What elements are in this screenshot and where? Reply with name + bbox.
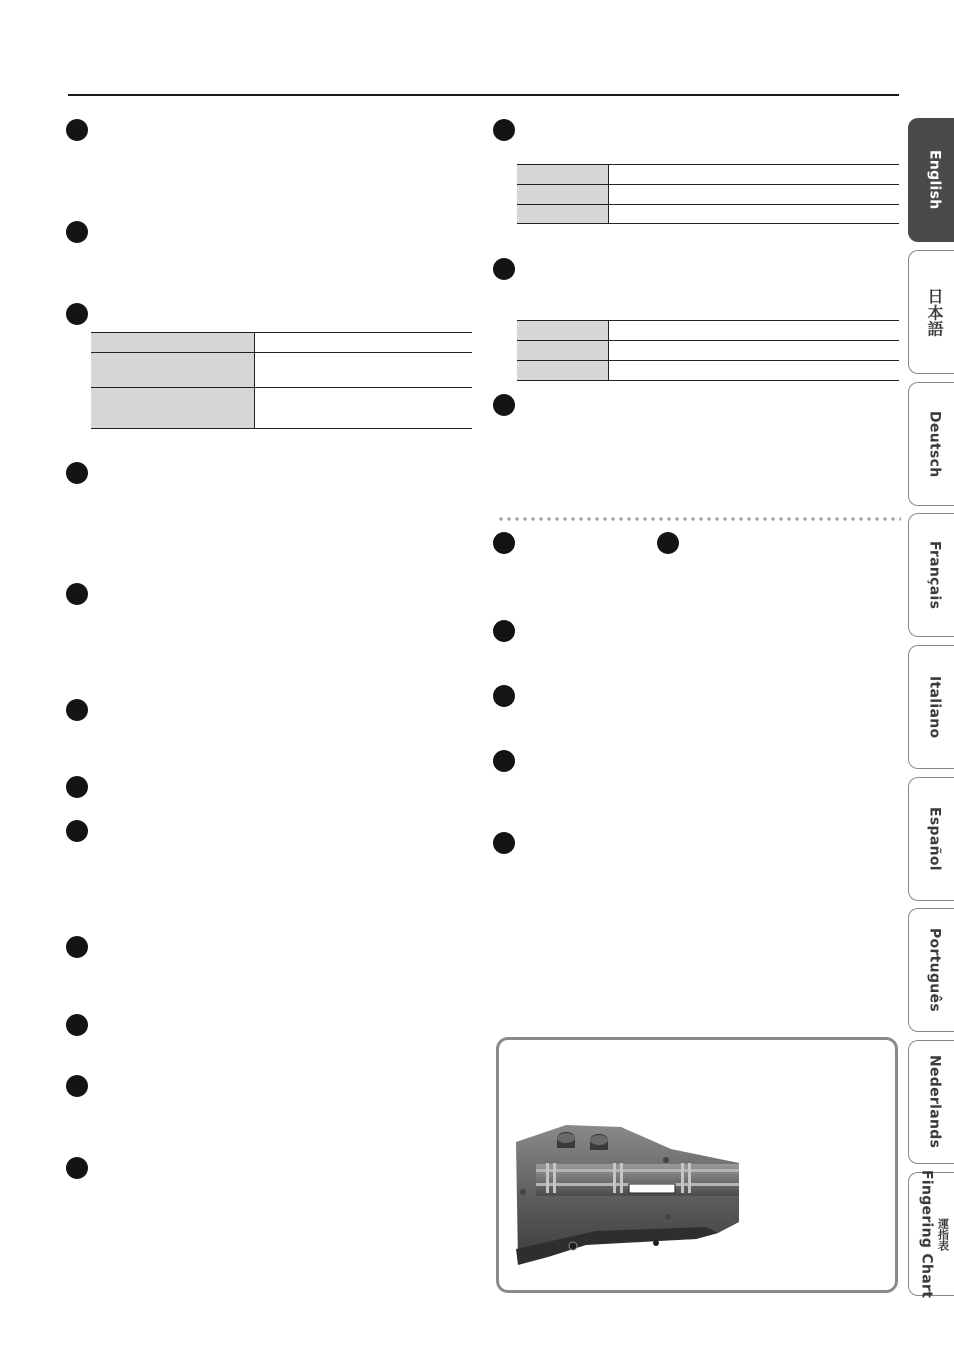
bullet-icon xyxy=(66,221,88,243)
header-rule xyxy=(68,94,899,96)
tab-portugues[interactable] xyxy=(908,908,954,1032)
table-row xyxy=(517,361,899,381)
tab-label: Deutsch xyxy=(926,410,943,478)
table-row xyxy=(91,333,472,353)
bullet-icon xyxy=(493,832,515,854)
bullet-icon xyxy=(493,532,515,554)
tab-francais[interactable] xyxy=(908,513,954,637)
tab-nederlands[interactable] xyxy=(908,1040,954,1164)
table-row xyxy=(91,353,472,388)
table-row xyxy=(517,341,899,361)
tab-espanol[interactable] xyxy=(908,777,954,901)
tab-deutsch[interactable] xyxy=(908,382,954,506)
bullet-icon xyxy=(493,394,515,416)
bullet-icon xyxy=(66,1014,88,1036)
bullet-icon xyxy=(493,750,515,772)
tab-label: English xyxy=(926,150,943,210)
tab-label: Português xyxy=(926,928,943,1012)
tab-italiano[interactable] xyxy=(908,645,954,769)
table-row xyxy=(517,165,899,185)
bullet-icon xyxy=(493,685,515,707)
bullet-icon xyxy=(66,462,88,484)
tab-label: Español xyxy=(926,807,943,871)
spec-table-left xyxy=(91,332,472,429)
tab-japanese[interactable] xyxy=(908,250,954,374)
bullet-icon xyxy=(66,1075,88,1097)
spec-table-right-2 xyxy=(517,320,899,381)
tab-label: Français xyxy=(926,540,943,610)
tab-fingering-chart[interactable] xyxy=(908,1169,954,1299)
table-row xyxy=(517,205,899,224)
instrument-photo xyxy=(496,1037,898,1293)
tab-label: Italiano xyxy=(926,675,943,739)
bullet-icon xyxy=(66,776,88,798)
table-row xyxy=(91,388,472,429)
tab-label: Nederlands xyxy=(926,1055,943,1149)
tab-english[interactable] xyxy=(908,118,954,242)
bullet-icon xyxy=(66,583,88,605)
tab-label: Fingering Chart xyxy=(918,1169,935,1299)
bullet-icon xyxy=(66,119,88,141)
bullet-icon xyxy=(493,620,515,642)
bullet-icon xyxy=(493,258,515,280)
bullet-icon xyxy=(66,820,88,842)
table-row xyxy=(517,321,899,341)
tab-label: 日本語 xyxy=(925,287,944,337)
instrument-photo-frame xyxy=(496,1037,898,1293)
bullet-icon xyxy=(493,119,515,141)
dotted-separator xyxy=(497,516,901,522)
tab-sublabel: 運指表 xyxy=(936,1217,950,1251)
bullet-icon xyxy=(66,1157,88,1179)
bullet-icon xyxy=(66,936,88,958)
bullet-icon xyxy=(657,532,679,554)
table-row xyxy=(517,185,899,205)
spec-table-right-1 xyxy=(517,164,899,224)
bullet-icon xyxy=(66,699,88,721)
bullet-icon xyxy=(66,303,88,325)
